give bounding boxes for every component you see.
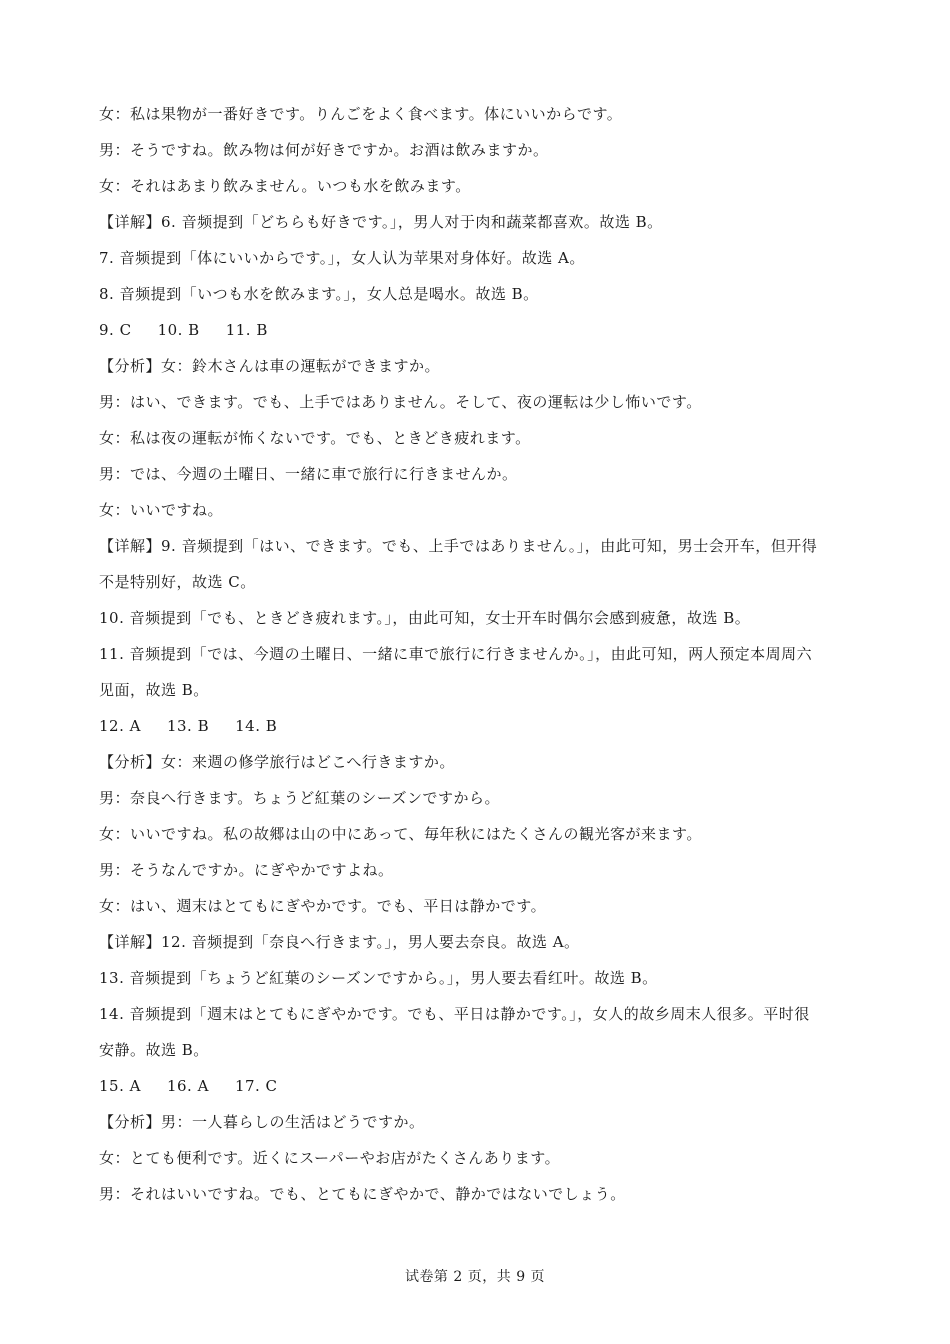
text-line: 10. 音频提到「でも、ときどき疲れます。」，由此可知，女士开车时偶尔会感到疲惫，故选 B。 (99, 609, 751, 627)
text-line: 【详解】9. 音频提到「はい、できます。でも、上手ではありません。」，由此可知，男士会开车，但开得 (99, 537, 818, 555)
text-line: 女：いいですね。 (99, 501, 224, 519)
text-line: 7. 音频提到「体にいいからです。」，女人认为苹果对身体好。故选 A。 (99, 249, 585, 267)
answer-13: 13. B (166, 717, 210, 735)
document-body (99, 96, 859, 1212)
text-line: 13. 音频提到「ちょうど紅葉のシーズンですから。」，男人要去看红叶。故选 B。 (99, 969, 658, 987)
answer-14: 14. B (235, 717, 278, 735)
answer-row (99, 1068, 859, 1104)
text-line: 【详解】6. 音频提到「どちらも好きです。」，男人对于肉和蔬菜都喜欢。故选 B。 (99, 213, 663, 231)
text-line: 男：奈良へ行きます。ちょうど紅葉のシーズンですから。 (99, 789, 501, 807)
text-line: 【详解】12. 音频提到「奈良へ行きます。」，男人要去奈良。故选 A。 (99, 933, 580, 951)
text-line: 【分析】女：来週の修学旅行はどこへ行きますか。 (99, 753, 455, 771)
text-line: 【分析】女：鈴木さんは車の運転ができますか。 (99, 357, 441, 375)
text-line: 【分析】男：一人暮らしの生活はどうですか。 (99, 1113, 425, 1131)
answer-12: 12. A (99, 717, 141, 735)
answer-row (99, 708, 859, 744)
page-footer: 试卷第 2 页，共 9 页 (404, 1269, 546, 1285)
text-line: 女：私は果物が一番好きです。りんごをよく食べます。体にいいからです。 (99, 105, 623, 123)
text-line: 见面，故选 B。 (99, 681, 209, 699)
text-line: 男：はい、できます。でも、上手ではありません。そして、夜の運転は少し怖いです。 (99, 393, 702, 411)
answer-16: 16. A (166, 1077, 209, 1095)
text-line: 8. 音频提到「いつも水を飲みます。」，女人总是喝水。故选 B。 (99, 285, 539, 303)
text-line: 女：はい、週末はとてもにぎやかです。でも、平日は静かです。 (99, 897, 547, 915)
answer-row (99, 312, 859, 348)
text-line: 安静。故选 B。 (99, 1041, 209, 1059)
text-line: 女：私は夜の運転が怖くないです。でも、ときどき疲れます。 (99, 429, 531, 447)
text-line: 男：それはいいですね。でも、とてもにぎやかで、静かではないでしょう。 (99, 1185, 626, 1203)
text-line: 女：それはあまり飲みません。いつも水を飲みます。 (99, 177, 471, 195)
text-line: 14. 音频提到「週末はとてもにぎやかです。でも、平日は静かです。」，女人的故乡周末人很多。平时很 (99, 1005, 810, 1023)
text-line: 女：いいですね。私の故郷は山の中にあって、毎年秋にはたくさんの観光客が来ます。 (99, 825, 702, 843)
text-line: 男：では、今週の土曜日、一緒に車で旅行に行きませんか。 (99, 465, 518, 483)
answer-10: 10. B (157, 321, 200, 339)
answer-17: 17. C (234, 1077, 278, 1095)
answer-11: 11. B (225, 321, 268, 339)
text-line: 女：とても便利です。近くにスーパーやお店がたくさんあります。 (99, 1149, 561, 1167)
answer-15: 15. A (99, 1077, 141, 1095)
text-line: 男：そうですね。飲み物は何が好きですか。お酒は飲みますか。 (99, 141, 549, 159)
text-line: 11. 音频提到「では、今週の土曜日、一緒に車で旅行に行きませんか。」，由此可知，两人预定本周周六 (99, 645, 813, 663)
text-line: 不是特别好，故选 C。 (99, 573, 256, 591)
answer-9: 9. C (99, 321, 132, 339)
text-line: 男：そうなんですか。にぎやかですよね。 (99, 861, 394, 879)
